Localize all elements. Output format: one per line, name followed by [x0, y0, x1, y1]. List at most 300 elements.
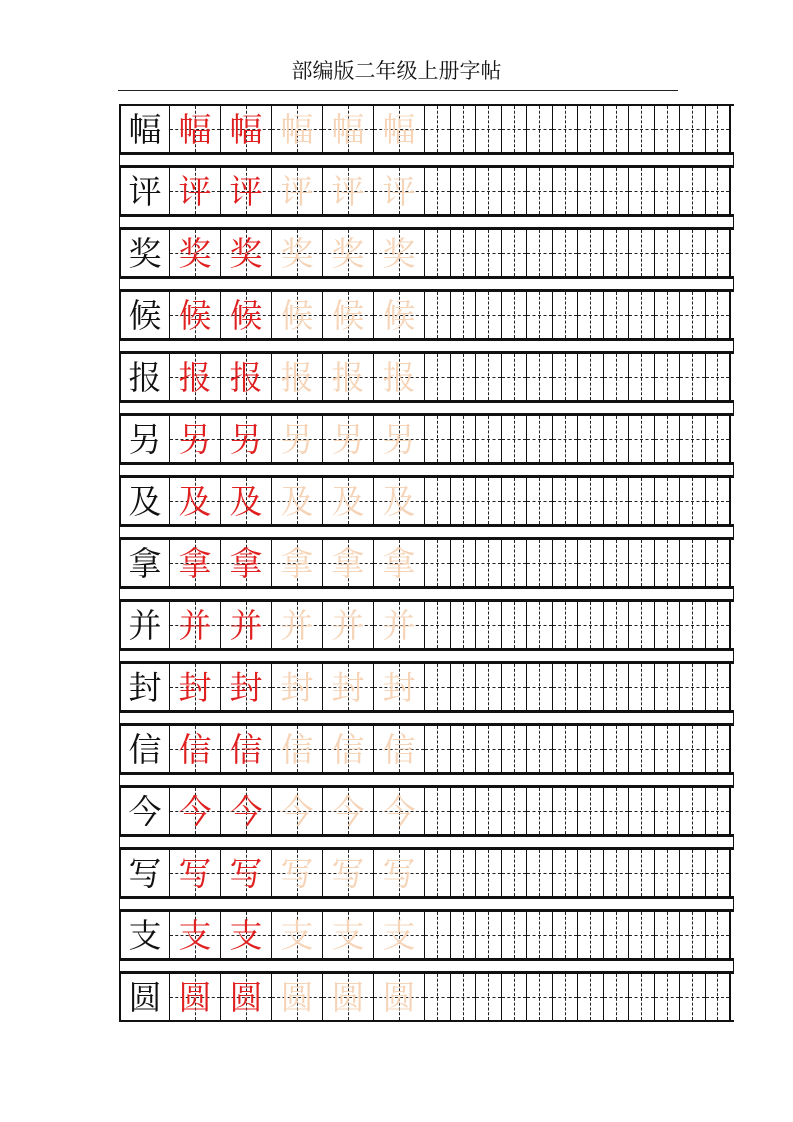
demo-char-cell: [221, 416, 272, 462]
trace-char: 并: [280, 605, 314, 645]
model-char: 拿: [128, 543, 162, 583]
guide-line-horizontal: [680, 997, 705, 998]
blank-practice-cell: [527, 974, 553, 1020]
blank-practice-cell: [476, 292, 502, 338]
model-char-cell: [119, 602, 170, 648]
model-char-cell: [119, 230, 170, 276]
demo-char: 拿: [229, 543, 263, 583]
demo-char-cell: [170, 292, 221, 338]
trace-char-cell: [272, 664, 323, 710]
blank-practice-cell: [425, 354, 451, 400]
model-char-cell: [119, 664, 170, 710]
guide-line-horizontal: [604, 253, 629, 254]
blank-practice-cell: [706, 912, 732, 958]
blank-practice-cell: [502, 416, 528, 462]
blank-practice-cell: [655, 292, 681, 338]
blank-practice-cell: [476, 726, 502, 772]
practice-row: [119, 538, 734, 600]
trace-char: 另: [331, 419, 365, 459]
blank-practice-cell: [502, 168, 528, 214]
guide-line-horizontal: [655, 997, 680, 998]
guide-line-horizontal: [527, 749, 552, 750]
guide-line-horizontal: [502, 563, 527, 564]
row-separator-strip: [119, 340, 734, 352]
blank-practice-cell: [680, 664, 706, 710]
blank-practice-cell: [553, 230, 579, 276]
blank-practice-cell: [476, 416, 502, 462]
guide-line-horizontal: [604, 191, 629, 192]
demo-char: 支: [229, 915, 263, 955]
guide-line-horizontal: [476, 563, 501, 564]
blank-practice-cell: [451, 292, 477, 338]
trace-char: 封: [280, 667, 314, 707]
model-char: 信: [128, 729, 162, 769]
guide-line-horizontal: [655, 129, 680, 130]
guide-line-horizontal: [502, 129, 527, 130]
blank-practice-cell: [451, 788, 477, 834]
blank-practice-cell: [655, 230, 681, 276]
trace-char: 支: [331, 915, 365, 955]
guide-line-horizontal: [451, 811, 476, 812]
blank-practice-cell: [425, 602, 451, 648]
practice-row: [119, 910, 734, 972]
practice-sheet: [119, 104, 734, 1034]
practice-row-grid: [119, 972, 734, 1022]
guide-line-horizontal: [553, 191, 578, 192]
guide-line-horizontal: [425, 811, 450, 812]
guide-line-horizontal: [655, 811, 680, 812]
trace-char-cell: [323, 726, 374, 772]
blank-practice-cell: [502, 106, 528, 152]
demo-char: 及: [229, 481, 263, 521]
guide-line-horizontal: [680, 749, 705, 750]
demo-char: 奖: [229, 233, 263, 273]
blank-practice-cell: [502, 602, 528, 648]
blank-practice-cell: [604, 602, 630, 648]
practice-row: [119, 972, 734, 1034]
trace-char-cell: [272, 788, 323, 834]
guide-line-horizontal: [425, 625, 450, 626]
demo-char: 及: [178, 481, 212, 521]
trace-char-cell: [374, 478, 425, 524]
trace-char-cell: [374, 416, 425, 462]
guide-line-horizontal: [451, 935, 476, 936]
demo-char-cell: [221, 602, 272, 648]
demo-char: 写: [178, 853, 212, 893]
demo-char: 另: [178, 419, 212, 459]
blank-practice-cell: [451, 106, 477, 152]
trace-char-cell: [323, 168, 374, 214]
trace-char: 评: [280, 171, 314, 211]
practice-row-grid: [119, 352, 734, 402]
guide-line-horizontal: [655, 687, 680, 688]
guide-line-horizontal: [553, 253, 578, 254]
blank-practice-cell: [655, 788, 681, 834]
row-separator-strip: [119, 712, 734, 724]
guide-line-horizontal: [527, 315, 552, 316]
trace-char-cell: [323, 850, 374, 896]
blank-practice-cell: [604, 416, 630, 462]
practice-row: [119, 786, 734, 848]
model-char: 幅: [128, 109, 162, 149]
trace-char-cell: [323, 912, 374, 958]
guide-line-horizontal: [425, 129, 450, 130]
blank-practice-cell: [451, 602, 477, 648]
trace-char: 幅: [331, 109, 365, 149]
trace-char: 候: [382, 295, 416, 335]
trace-char: 今: [382, 791, 416, 831]
guide-line-horizontal: [425, 501, 450, 502]
blank-practice-cell: [629, 230, 655, 276]
blank-practice-cell: [553, 416, 579, 462]
trace-char: 并: [331, 605, 365, 645]
trace-char: 及: [331, 481, 365, 521]
blank-practice-cell: [502, 788, 528, 834]
blank-practice-cell: [425, 912, 451, 958]
blank-practice-cell: [680, 726, 706, 772]
demo-char-cell: [170, 230, 221, 276]
demo-char: 圆: [178, 977, 212, 1017]
trace-char-cell: [374, 788, 425, 834]
guide-line-horizontal: [451, 997, 476, 998]
guide-line-horizontal: [553, 935, 578, 936]
trace-char-cell: [323, 292, 374, 338]
guide-line-horizontal: [578, 501, 603, 502]
demo-char-cell: [170, 850, 221, 896]
blank-practice-cell: [502, 354, 528, 400]
blank-practice-cell: [578, 106, 604, 152]
guide-line-horizontal: [655, 563, 680, 564]
trace-char-cell: [323, 230, 374, 276]
blank-practice-cell: [502, 230, 528, 276]
practice-row-grid: [119, 290, 734, 340]
model-char: 圆: [128, 977, 162, 1017]
demo-char-cell: [221, 354, 272, 400]
trace-char-cell: [323, 540, 374, 586]
guide-line-horizontal: [451, 129, 476, 130]
guide-line-horizontal: [476, 873, 501, 874]
guide-line-horizontal: [578, 377, 603, 378]
demo-char-cell: [221, 540, 272, 586]
blank-practice-cell: [527, 602, 553, 648]
guide-line-horizontal: [578, 253, 603, 254]
blank-practice-cell: [502, 664, 528, 710]
guide-line-horizontal: [706, 563, 730, 564]
trace-char-cell: [374, 850, 425, 896]
blank-practice-cell: [502, 540, 528, 586]
guide-line-horizontal: [578, 687, 603, 688]
blank-practice-cell: [578, 478, 604, 524]
blank-practice-cell: [604, 726, 630, 772]
guide-line-horizontal: [655, 935, 680, 936]
blank-practice-cell: [604, 292, 630, 338]
guide-line-horizontal: [604, 315, 629, 316]
blank-practice-cell: [655, 850, 681, 896]
guide-line-horizontal: [629, 873, 654, 874]
blank-practice-cell: [502, 478, 528, 524]
guide-line-horizontal: [451, 501, 476, 502]
guide-line-horizontal: [629, 811, 654, 812]
demo-char-cell: [221, 726, 272, 772]
blank-practice-cell: [578, 230, 604, 276]
blank-practice-cell: [451, 478, 477, 524]
blank-practice-cell: [476, 850, 502, 896]
guide-line-horizontal: [425, 253, 450, 254]
model-char-cell: [119, 540, 170, 586]
practice-row-grid: [119, 104, 734, 154]
guide-line-horizontal: [476, 191, 501, 192]
blank-practice-cell: [527, 478, 553, 524]
trace-char-cell: [272, 974, 323, 1020]
model-char: 及: [128, 481, 162, 521]
blank-practice-cell: [706, 788, 732, 834]
blank-practice-cell: [425, 664, 451, 710]
demo-char-cell: [170, 602, 221, 648]
trace-char: 圆: [382, 977, 416, 1017]
trace-char-cell: [374, 726, 425, 772]
blank-practice-cell: [629, 664, 655, 710]
blank-practice-cell: [680, 106, 706, 152]
blank-practice-cell: [425, 230, 451, 276]
blank-practice-cell: [578, 416, 604, 462]
blank-practice-cell: [425, 850, 451, 896]
blank-practice-cell: [578, 974, 604, 1020]
guide-line-horizontal: [578, 129, 603, 130]
trace-char: 写: [331, 853, 365, 893]
blank-practice-cell: [553, 850, 579, 896]
guide-line-horizontal: [680, 439, 705, 440]
trace-char: 今: [280, 791, 314, 831]
guide-line-horizontal: [604, 377, 629, 378]
blank-practice-cell: [680, 602, 706, 648]
guide-line-horizontal: [553, 625, 578, 626]
guide-line-horizontal: [527, 377, 552, 378]
trace-char: 评: [331, 171, 365, 211]
blank-practice-cell: [425, 478, 451, 524]
guide-line-horizontal: [604, 563, 629, 564]
demo-char-cell: [221, 912, 272, 958]
guide-line-horizontal: [604, 873, 629, 874]
guide-line-horizontal: [425, 563, 450, 564]
guide-line-horizontal: [502, 811, 527, 812]
trace-char: 奖: [280, 233, 314, 273]
demo-char: 拿: [178, 543, 212, 583]
guide-line-horizontal: [527, 253, 552, 254]
guide-line-horizontal: [680, 315, 705, 316]
guide-line-horizontal: [604, 501, 629, 502]
model-char-cell: [119, 478, 170, 524]
blank-practice-cell: [655, 664, 681, 710]
blank-practice-cell: [425, 974, 451, 1020]
blank-practice-cell: [629, 912, 655, 958]
guide-line-horizontal: [680, 935, 705, 936]
practice-row-grid: [119, 724, 734, 774]
trace-char-cell: [272, 168, 323, 214]
trace-char-cell: [374, 974, 425, 1020]
guide-line-horizontal: [502, 935, 527, 936]
trace-char: 今: [331, 791, 365, 831]
demo-char: 并: [229, 605, 263, 645]
practice-row-grid: [119, 476, 734, 526]
practice-row-grid: [119, 538, 734, 588]
demo-char: 候: [229, 295, 263, 335]
blank-practice-cell: [604, 540, 630, 586]
guide-line-horizontal: [655, 191, 680, 192]
blank-practice-cell: [476, 788, 502, 834]
guide-line-horizontal: [527, 563, 552, 564]
blank-practice-cell: [527, 540, 553, 586]
demo-char-cell: [170, 974, 221, 1020]
practice-row-grid: [119, 662, 734, 712]
demo-char-cell: [170, 416, 221, 462]
trace-char: 信: [280, 729, 314, 769]
row-separator-strip: [119, 960, 734, 972]
guide-line-horizontal: [706, 439, 730, 440]
guide-line-horizontal: [502, 997, 527, 998]
blank-practice-cell: [655, 478, 681, 524]
demo-char: 并: [178, 605, 212, 645]
guide-line-horizontal: [553, 439, 578, 440]
blank-practice-cell: [451, 354, 477, 400]
blank-practice-cell: [629, 106, 655, 152]
trace-char-cell: [323, 354, 374, 400]
blank-practice-cell: [706, 168, 732, 214]
practice-row: [119, 104, 734, 166]
demo-char: 信: [229, 729, 263, 769]
guide-line-horizontal: [451, 191, 476, 192]
guide-line-horizontal: [629, 501, 654, 502]
trace-char: 报: [331, 357, 365, 397]
practice-row-grid: [119, 848, 734, 898]
guide-line-horizontal: [655, 315, 680, 316]
model-char-cell: [119, 974, 170, 1020]
guide-line-horizontal: [629, 129, 654, 130]
blank-practice-cell: [680, 912, 706, 958]
row-separator-strip: [119, 464, 734, 476]
guide-line-horizontal: [502, 377, 527, 378]
guide-line-horizontal: [425, 935, 450, 936]
guide-line-horizontal: [604, 687, 629, 688]
trace-char-cell: [272, 416, 323, 462]
trace-char-cell: [374, 664, 425, 710]
model-char-cell: [119, 912, 170, 958]
guide-line-horizontal: [502, 439, 527, 440]
blank-practice-cell: [655, 912, 681, 958]
practice-row: [119, 476, 734, 538]
guide-line-horizontal: [578, 997, 603, 998]
blank-practice-cell: [706, 726, 732, 772]
blank-practice-cell: [680, 850, 706, 896]
guide-line-horizontal: [451, 749, 476, 750]
trace-char: 报: [382, 357, 416, 397]
model-char: 评: [128, 171, 162, 211]
model-char-cell: [119, 106, 170, 152]
blank-practice-cell: [578, 726, 604, 772]
blank-practice-cell: [629, 354, 655, 400]
guide-line-horizontal: [527, 873, 552, 874]
guide-line-horizontal: [706, 935, 730, 936]
blank-practice-cell: [527, 106, 553, 152]
blank-practice-cell: [451, 230, 477, 276]
blank-practice-cell: [425, 788, 451, 834]
guide-line-horizontal: [578, 315, 603, 316]
blank-practice-cell: [706, 478, 732, 524]
practice-row: [119, 290, 734, 352]
blank-practice-cell: [629, 540, 655, 586]
guide-line-horizontal: [604, 997, 629, 998]
blank-practice-cell: [527, 912, 553, 958]
guide-line-horizontal: [680, 377, 705, 378]
guide-line-horizontal: [578, 563, 603, 564]
blank-practice-cell: [476, 168, 502, 214]
demo-char: 写: [229, 853, 263, 893]
guide-line-horizontal: [629, 191, 654, 192]
guide-line-horizontal: [502, 625, 527, 626]
trace-char: 奖: [331, 233, 365, 273]
guide-line-horizontal: [502, 501, 527, 502]
blank-practice-cell: [706, 354, 732, 400]
guide-line-horizontal: [425, 315, 450, 316]
trace-char-cell: [272, 106, 323, 152]
practice-row: [119, 724, 734, 786]
blank-practice-cell: [553, 602, 579, 648]
demo-char-cell: [221, 106, 272, 152]
guide-line-horizontal: [680, 625, 705, 626]
guide-line-horizontal: [553, 749, 578, 750]
blank-practice-cell: [476, 602, 502, 648]
trace-char: 另: [280, 419, 314, 459]
demo-char-cell: [170, 168, 221, 214]
guide-line-horizontal: [629, 439, 654, 440]
blank-practice-cell: [706, 292, 732, 338]
blank-practice-cell: [553, 478, 579, 524]
guide-line-horizontal: [578, 625, 603, 626]
trace-char: 封: [331, 667, 365, 707]
guide-line-horizontal: [578, 191, 603, 192]
guide-line-horizontal: [706, 873, 730, 874]
guide-line-horizontal: [604, 625, 629, 626]
demo-char: 报: [178, 357, 212, 397]
model-char: 支: [128, 915, 162, 955]
guide-line-horizontal: [655, 439, 680, 440]
blank-practice-cell: [425, 416, 451, 462]
blank-practice-cell: [425, 540, 451, 586]
blank-practice-cell: [604, 912, 630, 958]
guide-line-horizontal: [706, 997, 730, 998]
demo-char-cell: [170, 478, 221, 524]
guide-line-horizontal: [655, 749, 680, 750]
guide-line-horizontal: [451, 873, 476, 874]
blank-practice-cell: [527, 168, 553, 214]
trace-char: 圆: [331, 977, 365, 1017]
demo-char: 支: [178, 915, 212, 955]
blank-practice-cell: [553, 788, 579, 834]
trace-char-cell: [272, 478, 323, 524]
trace-char: 报: [280, 357, 314, 397]
demo-char: 今: [178, 791, 212, 831]
guide-line-horizontal: [706, 191, 730, 192]
model-char: 并: [128, 605, 162, 645]
trace-char: 写: [382, 853, 416, 893]
blank-practice-cell: [578, 788, 604, 834]
blank-practice-cell: [527, 354, 553, 400]
trace-char-cell: [272, 912, 323, 958]
guide-line-horizontal: [527, 439, 552, 440]
blank-practice-cell: [451, 168, 477, 214]
practice-row-grid: [119, 228, 734, 278]
guide-line-horizontal: [578, 935, 603, 936]
trace-char-cell: [272, 726, 323, 772]
